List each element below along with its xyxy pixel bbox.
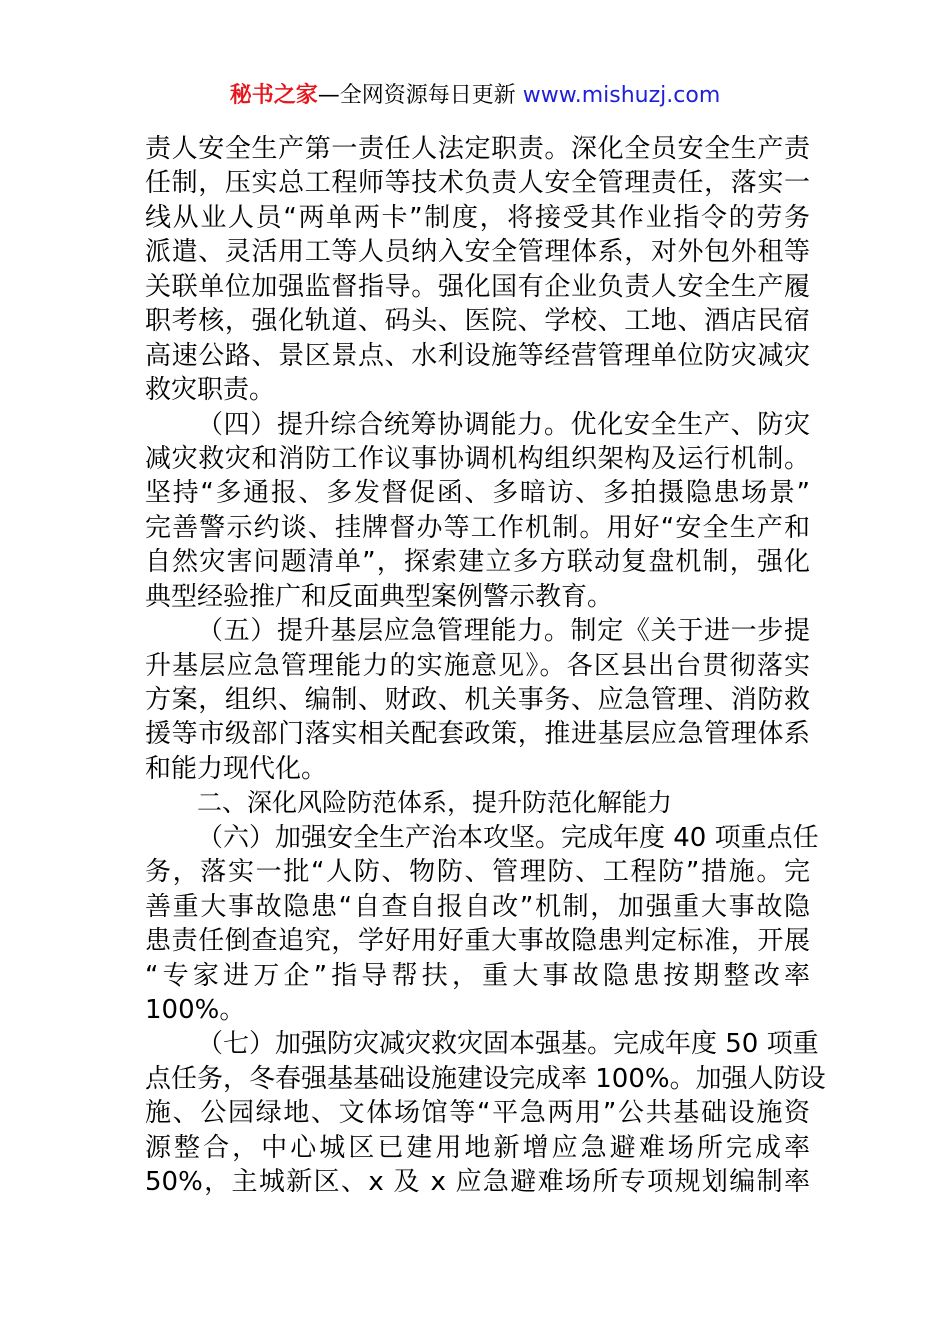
- section-four-start: （四）提升综合统筹协调能力。优化安全生产、防灾: [197, 409, 810, 440]
- text-line: 方案，组织、编制、财政、机关事务、应急管理、消防救: [145, 685, 810, 715]
- text-line: “专家进万企”指导帮扶，重大事故隐患按期整改率: [145, 960, 810, 991]
- text-line: 自然灾害问题清单”，探索建立多方联动复盘机制，强化: [145, 547, 810, 578]
- text-line: 职考核，强化轨道、码头、医院、学校、工地、酒店民宿: [145, 306, 810, 337]
- text-line: 源整合，中心城区已建用地新增应急避难场所完成率: [145, 1132, 810, 1163]
- text-line: 高速公路、景区景点、水利设施等经营管理单位防灾减灾: [145, 340, 810, 371]
- section-seven-start: （七）加强防灾减灾救灾固本强基。完成年度 50 项重: [197, 1029, 819, 1060]
- text-line: 救灾职责。: [145, 375, 276, 406]
- text-line: 线从业人员“两单两卡”制度，将接受其作业指令的劳务: [145, 202, 810, 233]
- text-line: 施、公园绿地、文体场馆等“平急两用”公共基础设施资: [145, 1098, 810, 1129]
- text-line: 关联单位加强监督指导。强化国有企业负责人安全生产履: [145, 271, 810, 302]
- text-line: 减灾救灾和消防工作议事协调机构组织架构及运行机制。: [145, 443, 810, 474]
- text-line: 100%。: [145, 994, 246, 1025]
- header-dash: —: [317, 83, 340, 108]
- text-line: 典型经验推广和反面典型案例警示教育。: [145, 581, 614, 612]
- section-five-start: （五）提升基层应急管理能力。制定《关于进一步提: [197, 616, 810, 647]
- text-line: 坚持“多通报、多发督促函、多暗访、多拍摄隐患场景”: [145, 478, 810, 509]
- text-line: 升基层应急管理能力的实施意见》。各区县出台贯彻落实: [145, 650, 810, 681]
- site-header: [0, 80, 950, 112]
- text-line: 完善警示约谈、挂牌督办等工作机制。用好“安全生产和: [145, 512, 810, 543]
- section-heading-two: 二、深化风险防范体系，提升防范化解能力: [197, 788, 673, 818]
- site-url-link[interactable]: www.mishuzj.com: [522, 83, 721, 108]
- text-line: 和能力现代化。: [145, 753, 328, 784]
- site-brand: 秘书之家: [229, 83, 318, 108]
- text-line: 派遣、灵活用工等人员纳入安全管理体系，对外包外租等: [145, 237, 810, 268]
- text-line: 任制，压实总工程师等技术负责人安全管理责任，落实一: [145, 168, 810, 199]
- text-line: 责人安全生产第一责任人法定职责。深化全员安全生产责: [145, 134, 810, 164]
- text-line: 患责任倒查追究，学好用好重大事故隐患判定标准，开展: [145, 926, 810, 957]
- text-line: 点任务，冬春强基基础设施建设完成率 100%。加强人防设: [145, 1063, 826, 1094]
- text-line: 善重大事故隐患“自查自报自改”机制，加强重大事故隐: [145, 891, 810, 922]
- text-line: 援等市级部门落实相关配套政策，推进基层应急管理体系: [145, 719, 810, 750]
- text-line: 50%，主城新区、x 及 x 应急避难场所专项规划编制率: [145, 1167, 810, 1198]
- section-six-start: （六）加强安全生产治本攻坚。完成年度 40 项重点任: [197, 822, 819, 853]
- header-tagline: 全网资源每日更新: [339, 83, 523, 108]
- text-line: 务，落实一批“人防、物防、管理防、工程防”措施。完: [145, 857, 810, 888]
- document-body: [145, 132, 826, 1200]
